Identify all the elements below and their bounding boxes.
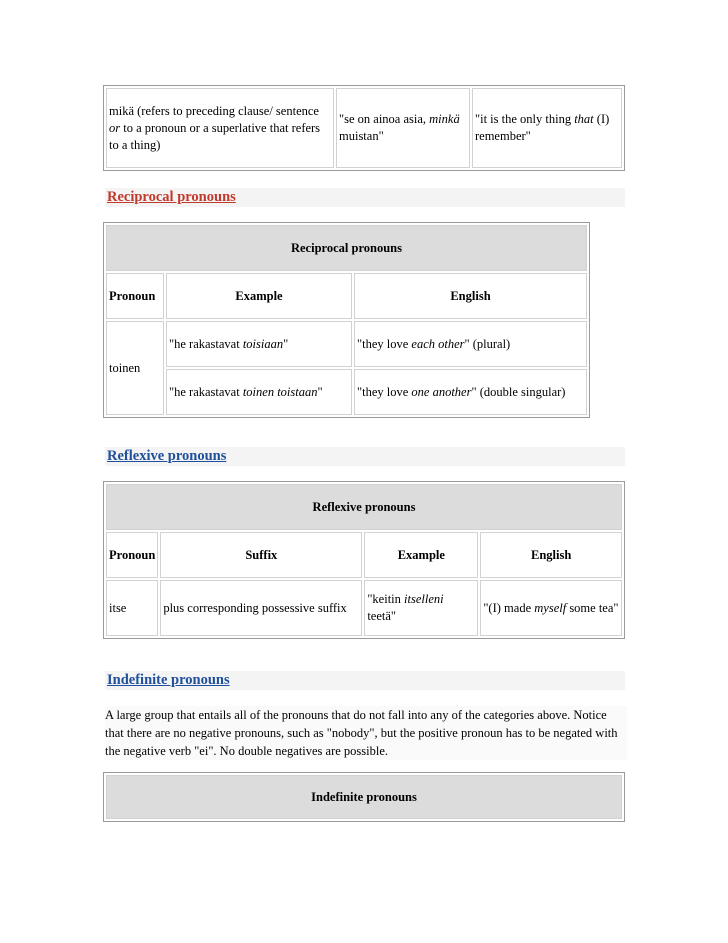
english-cell: "they love one another" (double singular) xyxy=(354,369,587,415)
table-row xyxy=(106,88,622,168)
english-cell: "they love each other" (plural) xyxy=(354,321,587,367)
english-cell: "(I) made myself some tea" xyxy=(480,580,622,636)
table-header-row xyxy=(106,532,622,578)
col-header-english: English xyxy=(354,273,587,319)
col-header-suffix: Suffix xyxy=(160,532,362,578)
table-caption-row xyxy=(106,775,622,819)
table-header-row xyxy=(106,273,587,319)
col-header-pronoun: Pronoun xyxy=(106,273,164,319)
mika-example-cell: "se on ainoa asia, minkä muistan" xyxy=(336,88,470,168)
reflexive-heading: Reflexive pronouns xyxy=(105,447,625,466)
reflexive-table xyxy=(103,481,625,639)
table-caption-row xyxy=(106,225,587,271)
table-row xyxy=(106,369,587,415)
indefinite-description: A large group that entails all of the pronouns that do not fall into any of the categories above. Notice that there are no negative pronouns, such as "nobody", but the positive pronoun has to be negated with the negative verb "ei". No double negatives are possible. xyxy=(105,706,627,760)
indefinite-heading: Indefinite pronouns xyxy=(105,671,625,690)
reciprocal-table xyxy=(103,222,590,418)
indefinite-caption: Indefinite pronouns xyxy=(106,775,622,819)
reflexive-caption: Reflexive pronouns xyxy=(106,484,622,530)
col-header-example: Example xyxy=(166,273,352,319)
pronoun-cell: toinen xyxy=(106,321,164,415)
col-header-pronoun: Pronoun xyxy=(106,532,158,578)
mika-pronoun-cell: mikä (refers to preceding clause/ sentence or to a pronoun or a superlative that refers to a thing) xyxy=(106,88,334,168)
pronoun-cell: itse xyxy=(106,580,158,636)
col-header-english: English xyxy=(480,532,622,578)
example-cell: "keitin itselleni teetä" xyxy=(364,580,478,636)
suffix-cell: plus corresponding possessive suffix xyxy=(160,580,362,636)
mika-table xyxy=(103,85,625,171)
reciprocal-caption: Reciprocal pronouns xyxy=(106,225,587,271)
example-cell: "he rakastavat toinen toistaan" xyxy=(166,369,352,415)
reciprocal-heading: Reciprocal pronouns xyxy=(105,188,625,207)
table-row xyxy=(106,321,587,367)
col-header-example: Example xyxy=(364,532,478,578)
example-cell: "he rakastavat toisiaan" xyxy=(166,321,352,367)
table-row xyxy=(106,580,622,636)
indefinite-table xyxy=(103,772,625,822)
table-caption-row xyxy=(106,484,622,530)
mika-english-cell: "it is the only thing that (I) remember" xyxy=(472,88,622,168)
